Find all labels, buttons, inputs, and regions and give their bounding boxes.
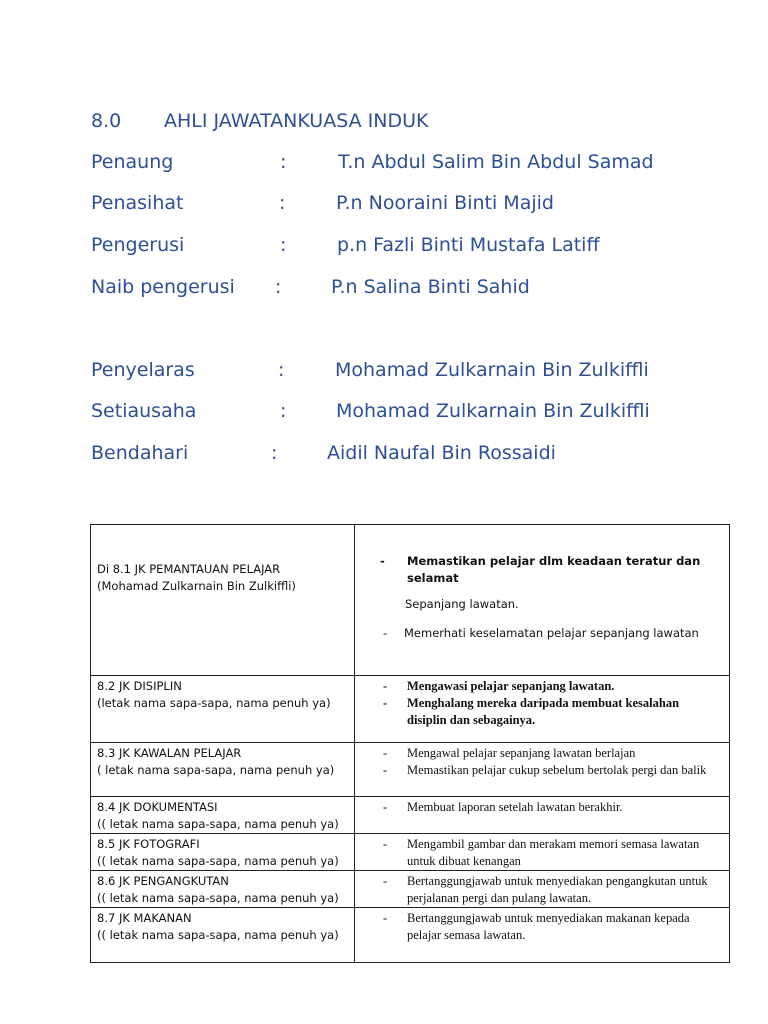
role-name: P.n Nooraini Binti Majid [336, 192, 554, 214]
committee-member: (( letak nama sapa-sapa, nama penuh ya) [97, 891, 339, 905]
duties-cell [355, 834, 730, 871]
duties-list [383, 799, 721, 816]
role-name: p.n Fazli Binti Mustafa Latiff [337, 234, 600, 256]
duties-cell [355, 871, 730, 908]
committee-table [90, 524, 730, 963]
committee-label: 8.5 JK FOTOGRAFI [97, 837, 200, 851]
role-colon: : [280, 400, 287, 422]
committee-cell [91, 743, 355, 797]
duty-item: - Mengambil gambar dan merakam memori semasa lawatan untuk dibuat kenangan [383, 837, 700, 868]
duty-item: - Memastikan pelajar cukup sebelum bertolak pergi dan balik [383, 763, 707, 777]
role-label: Bendahari [91, 442, 189, 464]
role-colon: : [280, 234, 287, 256]
duty-item: - Menghalang mereka daripada membuat kesalahan disiplin dan sebagainya. [383, 696, 680, 727]
role-label: Naib pengerusi [91, 276, 235, 298]
duties-cell [355, 743, 730, 797]
committee-label: 8.3 JK KAWALAN PELAJAR [97, 746, 242, 760]
role-colon: : [280, 151, 287, 173]
section-title: AHLI JAWATANKUASA INDUK [164, 110, 429, 132]
role-name: T.n Abdul Salim Bin Abdul Samad [338, 151, 654, 173]
committee-member: (( letak nama sapa-sapa, nama penuh ya) [97, 854, 339, 868]
table-row [91, 871, 730, 908]
role-label: Setiausaha [91, 400, 197, 422]
committee-label: Di 8.1 JK PEMANTAUAN PELAJAR [97, 562, 281, 576]
duties-list [383, 745, 721, 779]
duty-item: - Bertanggungjawab untuk menyediakan pengangkutan untuk perjalanan pergi dan pulang lawatan. [383, 874, 708, 905]
committee-cell [91, 871, 355, 908]
table-row [91, 743, 730, 797]
duties-list [383, 678, 721, 729]
committee-cell [91, 797, 355, 834]
committee-label: 8.7 JK MAKANAN [97, 911, 192, 925]
role-name: Mohamad Zulkarnain Bin Zulkiffli [336, 400, 650, 422]
committee-label: 8.2 JK DISIPLIN [97, 679, 182, 693]
committee-cell [91, 525, 355, 676]
role-colon: : [271, 442, 278, 464]
committee-member: ( letak nama sapa-sapa, nama penuh ya) [97, 763, 335, 777]
role-colon: : [275, 276, 282, 298]
duty-item: Sepanjang lawatan. [405, 597, 519, 611]
role-name: Mohamad Zulkarnain Bin Zulkiffli [335, 359, 649, 381]
bullet-dash: - [380, 554, 385, 568]
committee-cell [91, 908, 355, 963]
duty-item: - Mengawasi pelajar sepanjang lawatan. [383, 679, 615, 693]
duties-list [383, 836, 721, 870]
committee-member: (( letak nama sapa-sapa, nama penuh ya) [97, 817, 339, 831]
duties-cell [355, 676, 730, 743]
committee-label: 8.6 JK PENGANGKUTAN [97, 874, 229, 888]
committee-member: (Mohamad Zulkarnain Bin Zulkiffli) [97, 579, 296, 593]
role-label: Penaung [91, 151, 174, 173]
role-colon: : [279, 192, 286, 214]
table-row [91, 525, 730, 676]
table-row [91, 908, 730, 963]
committee-member: (( letak nama sapa-sapa, nama penuh ya) [97, 928, 339, 942]
duty-item: - Membuat laporan setelah lawatan berakhir. [383, 800, 623, 814]
bullet-dash: - [383, 626, 388, 640]
committee-member: (letak nama sapa-sapa, nama penuh ya) [97, 696, 331, 710]
role-label: Penasihat [91, 192, 184, 214]
role-label: Penyelaras [91, 359, 195, 381]
duties-list [383, 910, 721, 944]
committee-cell [91, 834, 355, 871]
role-name: P.n Salina Binti Sahid [331, 276, 530, 298]
committee-cell [91, 676, 355, 743]
duties-cell [355, 797, 730, 834]
duty-item: - Mengawal pelajar sepanjang lawatan berlajan [383, 746, 636, 760]
table-row [91, 676, 730, 743]
committee-label: 8.4 JK DOKUMENTASI [97, 800, 218, 814]
duty-item: - Bertanggungjawab untuk menyediakan makanan kepada pelajar semasa lawatan. [383, 911, 690, 942]
duties-cell [355, 525, 730, 676]
role-label: Pengerusi [91, 234, 185, 256]
section-number: 8.0 [91, 110, 122, 132]
table-row [91, 797, 730, 834]
duty-item: - Memerhati keselamatan pelajar sepanjang lawatan [383, 626, 699, 640]
duty-item: - Memastikan pelajar dlm keadaan teratur dan selamat [380, 554, 701, 585]
role-name: Aidil Naufal Bin Rossaidi [327, 442, 556, 464]
table-row [91, 834, 730, 871]
duties-cell [355, 908, 730, 963]
duties-list [383, 873, 721, 907]
role-colon: : [278, 359, 285, 381]
